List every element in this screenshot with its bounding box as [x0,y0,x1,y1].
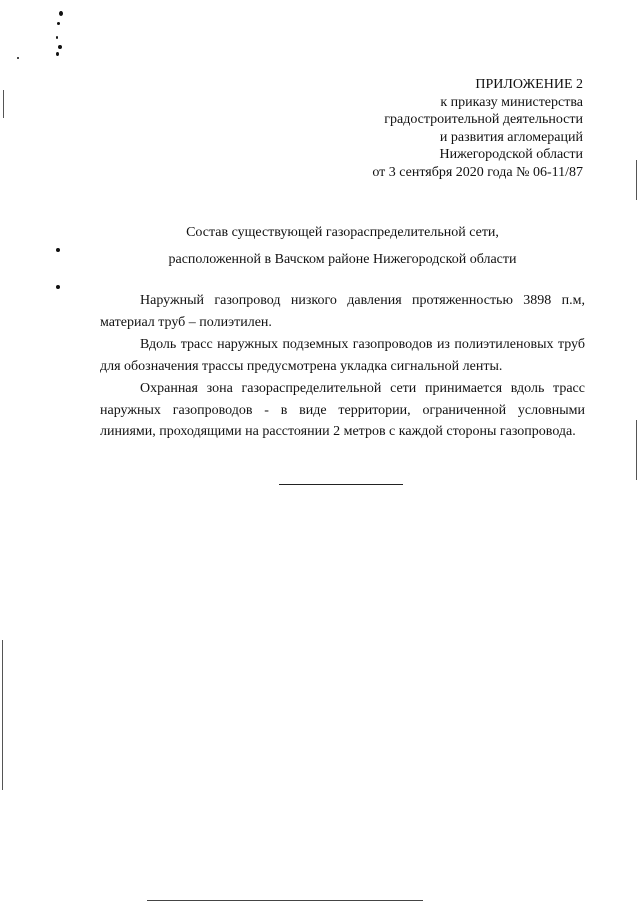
title-line-1: Состав существующей газораспределительной сети, [186,225,499,240]
paragraph-signal-tape: Вдоль трасс наружных подземных газопроводов из полиэтиленовых труб для обозначения трассы предусмотрена укладка сигнальной ленты. [100,337,585,374]
appendix-order-ref: к приказу министерства [440,94,583,110]
scan-speck [56,36,58,39]
scan-speck [56,52,59,56]
scan-speck [17,57,19,59]
title-line-2: расположенной в Вачском районе Нижегородской области [168,252,517,267]
scan-speck [59,11,63,16]
scan-speck [57,22,60,25]
closing-divider [279,484,403,485]
paragraph-protection-zone: Охранная зона газораспределительной сети принимается вдоль трасс наружных газопроводов - в виде территории, ограниченной условными линиями, проходящими на расстоянии 2 метров с каждой стороны газопровода. [100,381,585,439]
paragraph-pipeline: Наружный газопровод низкого давления протяженностью 3898 п.м, материал труб – полиэтилен. [100,293,585,330]
appendix-region: Нижегородской области [439,147,583,162]
appendix-ministry-line1: градостроительной деятельности [384,112,583,127]
scan-edge-line [636,420,637,480]
scan-speck [58,45,62,49]
appendix-order-date: от 3 сентября 2020 года № 06-11/87 [372,164,583,180]
bottom-scan-line [147,900,423,901]
scan-edge-line [3,90,4,118]
document-title [100,224,585,269]
appendix-ministry-line2: и развития агломераций [439,129,583,145]
appendix-header [372,76,583,181]
document-body [100,290,585,443]
scan-speck [56,248,60,252]
scan-speck [56,285,60,289]
scan-edge-line [636,160,637,200]
scan-edge-line [2,640,3,790]
appendix-number: ПРИЛОЖЕНИЕ 2 [475,77,583,92]
